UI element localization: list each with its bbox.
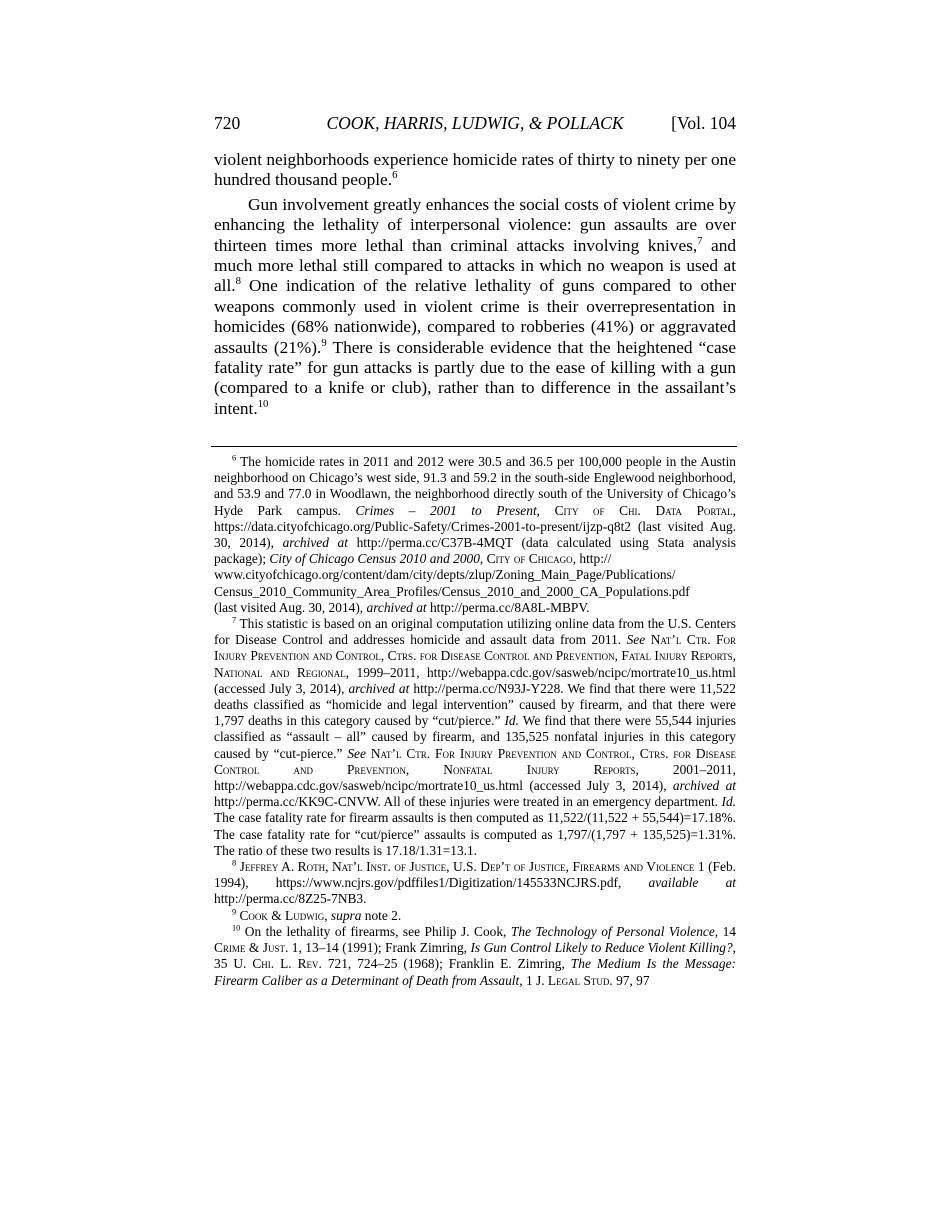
- footnote-divider: [211, 446, 737, 447]
- footnote-8: $^8$ Jeffrey A. Roth, Nat’l Inst. of Justice, U.S. Dep’t of Justice, Firearms and Violence 1 (Feb. 1994), https://www.ncjrs.gov/pdffiles1/Digitization/145533NCJRS.pdf, available at http://perma.cc/8Z25-7NB3.: [214, 858, 736, 907]
- footnote-9: $^9$ Cook & Ludwig, supra note 2.: [232, 907, 402, 923]
- footnote-ref-8[interactable]: 8: [235, 275, 241, 288]
- footnote-number: 9: [232, 907, 237, 917]
- footnote-ref-6[interactable]: 6: [392, 169, 398, 182]
- footnote-10: $^{10}$ On the lethality of firearms, see Philip J. Cook, The Technology of Personal Violence, 14 Crime & Just. 1, 13–14 (1991); Frank Zimring, Is Gun Control Likely to Reduce Violent Killing?, 35 U. Chi. L. Rev. 721, 724–25 (1968); Franklin E. Zimring, The Medium Is the Message: Firearm Caliber as a Determinant of Death from Assault, 1 J. Legal Stud. 97, 97: [214, 923, 737, 988]
- footnote-number: 10: [232, 923, 241, 933]
- footnote-number: 8: [232, 858, 237, 868]
- running-head-authors: COOK, HARRIS, LUDWIG, & POLLACK: [326, 113, 624, 133]
- footnote-number: 7: [232, 615, 237, 625]
- volume-label: [Vol. 104: [671, 113, 736, 133]
- paragraph-2: Gun involvement greatly enhances the social costs of violent crime by enhancing the lethality of interpersonal violence: gun assaults are over thirteen times more lethal than criminal attacks involving knives,$^7$ and much more lethal still compared to attacks in which no weapon is used at all.$^8$ One indication of the relative lethality of guns compared to other weapons commonly used in violent crime is their overrepresentation in homicides (68% nationwide), compared to robberies (41%) or aggravated assaults (21%).$^9$ There is considerable evidence that the heightened “case fatality rate” for gun attacks is partly due to the ease of killing with a gun (compared to a knife or club), rather than to difference in the assailant’s intent.$^{10}$: [214, 194, 737, 418]
- footnotes: [214, 454, 736, 989]
- running-header: [214, 112, 736, 136]
- body-text: [214, 150, 736, 419]
- citation-line: (last visited Aug. 30, 2014), archived at http://perma.cc/8A8L-MBPV.: [214, 599, 590, 615]
- url-line: www.cityofchicago.org/content/dam/city/depts/zlup/Zoning_Main_Page/Publications/: [214, 567, 676, 583]
- footnote-ref-7[interactable]: 7: [697, 234, 703, 247]
- paragraph-1: violent neighborhoods experience homicide rates of thirty to ninety per one hundred thousand people.$^6$: [214, 150, 736, 190]
- url-line: Census_2010_Community_Area_Profiles/Census_2010_and_2000_CA_Populations.pdf: [214, 583, 690, 599]
- footnote-number: 6: [232, 453, 237, 463]
- page-number: 720: [214, 113, 241, 133]
- footnote-ref-9[interactable]: 9: [321, 336, 327, 349]
- footnote-ref-10[interactable]: 10: [257, 398, 269, 411]
- footnote-7: $^7$ This statistic is based on an original computation utilizing online data from the U.S. Centers for Disease Control and addresses homicide and assault data from 2011. See Nat’l Ctr. For Injury Prevention and Control, Ctrs. for Disease Control and Prevention, Fatal Injury Reports, National and Regional, 1999–2011, http://webappa.cdc.gov/sasweb/ncipc/mortrate10_us.html (accessed July 3, 2014), archived at http://perma.cc/N93J-Y228. We find that there were 11,522 deaths classified as “homicide and legal intervention” caused by firearm, and that there were 1,797 deaths in this category caused by “cut/pierce.” Id. We find that there were 55,544 injuries classified as “assault – all” caused by firearm, and 135,525 nonfatal injuries in this category caused by “cut-pierce.” See Nat’l Ctr. For Injury Prevention and Control, Ctrs. for Disease Control and Prevention, Nonfatal Injury Reports, 2001–2011, http://webappa.cdc.gov/sasweb/ncipc/mortrate10_us.html (accessed July 3, 2014), archived at http://perma.cc/KK9C-CNVW. All of these injuries were treated in an emergency department. Id. The case fatality rate for firearm assaults is then computed as 11,522/(11,522 + 55,544)=17.18%. The case fatality rate for “cut/pierce” assaults is computed as 1,797/(1,797 + 135,525)=1.31%. The ratio of these two results is 17.18/1.31=13.1.: [214, 615, 736, 858]
- footnote-6: $^6$ The homicide rates in 2011 and 2012 were 30.5 and 36.5 per 100,000 people in the Austin neighborhood on Chicago’s west side, 91.3 and 59.2 in the south-side Englewood neighborhood, and 53.9 and 77.0 in Woodlawn, the neighborhood directly south of the University of Chicago’s Hyde Park campus. Crimes – 2001 to Present, City of Chi. Data Portal, https://data.cityofchicago.org/Public-Safety/Crimes-2001-to-present/ijzp-q8t2 (last visited Aug. 30, 2014), archived at http://perma.cc/C37B-4MQT (data calculated using Stata analysis package); City of Chicago Census 2010 and 2000, City of Chicago, http:// www.cityofchicago.org/content/dam/city/depts/zlup/Zoning_Main_Page/Publications/ Census_2010_Community_Area_Profiles/Census_2010_and_2000_CA_Populations.pdf (last visited Aug. 30, 2014), archived at http://perma.cc/8A8L-MBPV.: [214, 453, 736, 615]
